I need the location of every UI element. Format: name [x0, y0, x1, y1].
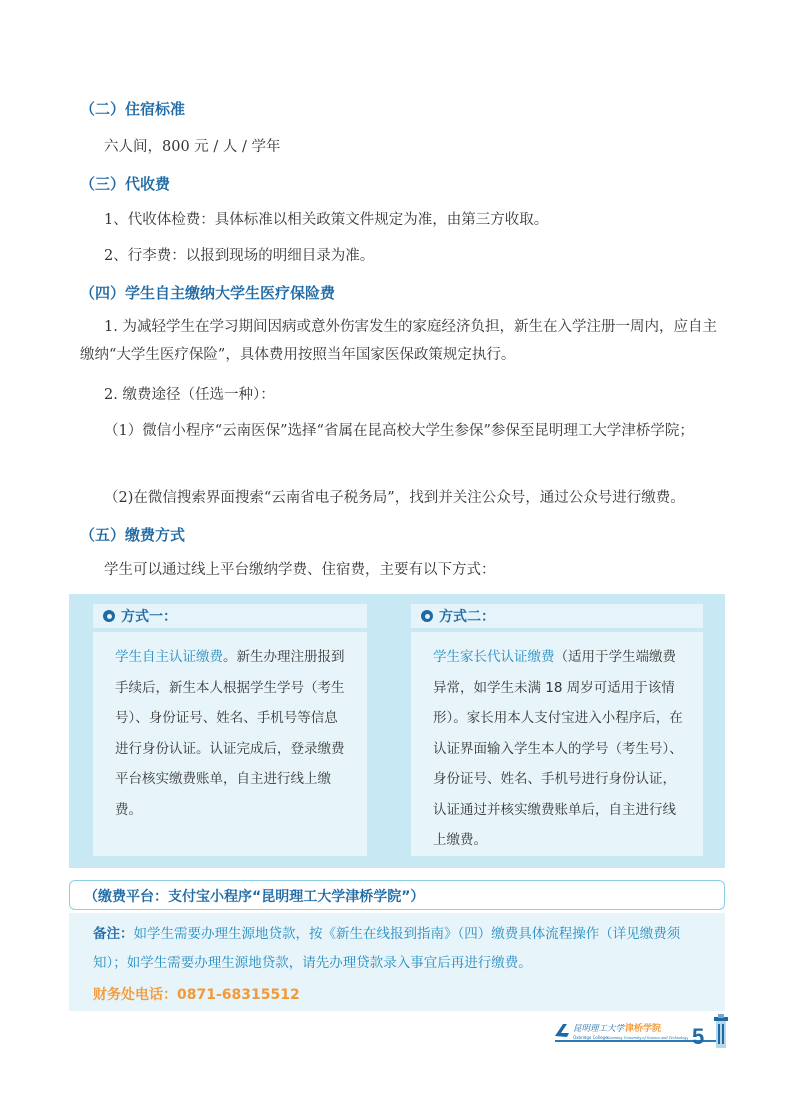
method-2-highlight: 学生家长代认证缴费: [433, 649, 555, 665]
note-label: 备注：: [93, 926, 134, 942]
method-1-header: [93, 604, 367, 628]
footer-college-cn: 津桥学院: [625, 1024, 662, 1034]
accommodation-text: 六人间，800 元 / 人 / 学年: [104, 139, 281, 155]
collection-fee-item-1: 1、代收体检费：具体标准以相关政策文件规定为准，由第三方收取。: [104, 212, 549, 228]
heading-payment-methods: （五）缴费方式: [80, 526, 186, 544]
footer-school-cn: 昆明理工大学: [573, 1024, 625, 1034]
college-logo-icon: [553, 1021, 688, 1041]
method-1-body: [93, 632, 367, 856]
bullet-circle-icon: [421, 610, 433, 622]
page-number: 5: [692, 1024, 705, 1049]
footer-college-en: Oxbridge College: [573, 1035, 608, 1040]
note-body: 如学生需要办理生源地贷款，按《新生在线报到指南》（四）缴费具体流程操作（详见缴费须知）；如学生需要办理生源地贷款，请先办理贷款录入事宜后再进行缴费。: [93, 926, 681, 971]
collection-fee-item-2: 2、行李费：以报到现场的明细目录为准。: [104, 248, 375, 264]
heading-medical-insurance: （四）学生自主缴纳大学生医疗保险费: [80, 284, 336, 302]
method-2-body: [411, 632, 703, 856]
method-1-text: 。新生办理注册报到手续后，新生本人根据学生学号（考生号）、身份证号、姓名、手机号等信息进行身份认证。认证完成后，登录缴费平台核实缴费账单，自主进行线上缴费。: [115, 649, 345, 818]
payment-platform-text: （缴费平台：支付宝小程序“昆明理工大学津桥学院”）: [84, 889, 425, 905]
footer-university-en: Kunming University of Science and Technology: [607, 1036, 688, 1040]
college-logo: [553, 1021, 688, 1041]
bullet-circle-icon: [103, 610, 115, 622]
method-2-header: [411, 604, 703, 628]
payment-platform-banner: [69, 880, 725, 910]
payment-intro: 学生可以通过线上平台缴纳学费、住宿费，主要有以下方式：: [104, 562, 496, 578]
insurance-paragraph-2: 2. 缴费途径（任选一种）：: [104, 387, 275, 403]
method-1-title: 方式一：: [121, 609, 177, 625]
method-2-title: 方式二：: [439, 609, 495, 625]
payment-methods-box: [69, 594, 725, 868]
insurance-option-2: （2)在微信搜索界面搜索“云南省电子税务局”，找到并关注公众号，通过公众号进行缴费。: [104, 490, 685, 506]
heading-accommodation: （二）住宿标准: [80, 100, 186, 118]
finance-phone: 财务处电话：0871-68315512: [93, 987, 300, 1003]
note-text: [93, 920, 711, 978]
method-2-text: （适用于学生端缴费异常，如学生未满 18 周岁可适用于该情形）。家长用本人支付宝进入小程序后，在认证界面输入学生本人的学号（考生号）、身份证号、姓名、手机号进行身份认证，认证通过并核实缴费账单后，自主进行线上缴费。: [433, 649, 683, 848]
method-1-highlight: 学生自主认证缴费: [115, 649, 223, 665]
note-box: [69, 913, 725, 1011]
tower-icon: [713, 1014, 729, 1052]
method-card-1: [93, 604, 367, 856]
method-card-2: [411, 604, 703, 856]
insurance-option-1: （1）微信小程序“云南医保”选择“省属在昆高校大学生参保”参保至昆明理工大学津桥学院；: [104, 423, 694, 439]
insurance-paragraph-1: 1. 为减轻学生在学习期间因病或意外伤害发生的家庭经济负担，新生在入学注册一周内，应自主缴纳“大学生医疗保险”，具体费用按照当年国家医保政策规定执行。: [80, 319, 717, 363]
heading-collection-fees: （三）代收费: [80, 175, 171, 193]
